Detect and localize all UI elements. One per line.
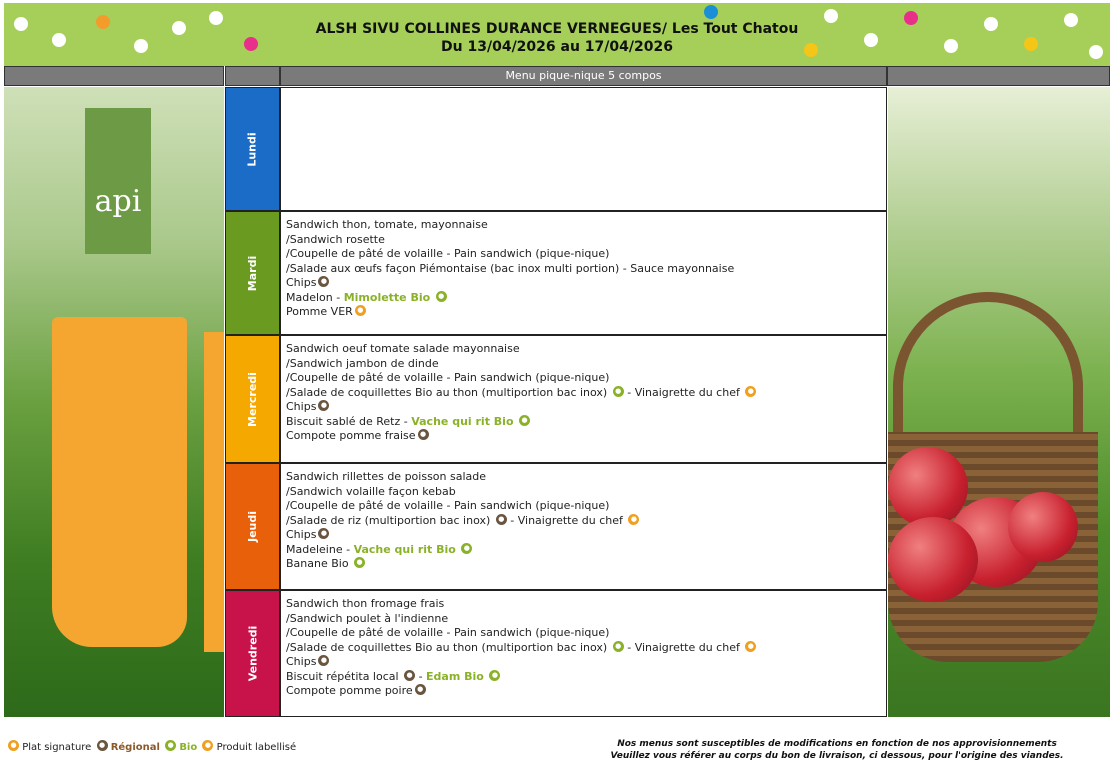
- day-name: Mercredi: [246, 371, 260, 427]
- signature-icon: ●: [628, 514, 639, 525]
- column-header-right: [887, 66, 1110, 86]
- legend-signature: Plat signature: [22, 742, 92, 753]
- bio-icon: ●: [613, 641, 624, 652]
- legend-regional: Régional: [110, 742, 160, 753]
- menu-line: [286, 276, 881, 291]
- dish-text: Compote pomme poire: [286, 684, 413, 697]
- day-name: Mardi: [245, 255, 259, 291]
- menu-cell-mardi: [280, 211, 887, 335]
- menu-line: [286, 641, 881, 656]
- apple-basket-photo: [888, 87, 1110, 717]
- menu-line: [286, 528, 881, 543]
- menu-line: Sandwich rillettes de poisson salade: [286, 470, 487, 483]
- menu-cell-vendredi: [280, 590, 887, 717]
- menu-line: [286, 291, 881, 306]
- menu-line: /Salade aux œufs façon Piémontaise (bac inox multi portion) - Sauce mayonnaise: [286, 261, 735, 275]
- signature-icon: ●: [745, 641, 756, 652]
- label-icon: ●: [202, 740, 213, 751]
- dish-text: Chips: [286, 276, 317, 289]
- note-line: Veuillez vous référer au corps du bon de livraison, ci dessous, pour l'origine des viandes.: [610, 751, 1064, 761]
- bio-dish: Edam Bio: [426, 669, 484, 683]
- regional-icon: ●: [496, 514, 507, 525]
- boot-shape: [204, 332, 224, 652]
- menu-line: [286, 684, 881, 699]
- dish-text: Pomme VER: [286, 305, 353, 318]
- regional-icon: ●: [415, 684, 426, 695]
- menu-line: /Coupelle de pâté de volaille - Pain sandwich (pique-nique): [286, 371, 610, 384]
- page-title: [4, 20, 1110, 56]
- menu-line: [286, 670, 881, 685]
- dish-text: - Vinaigrette du chef: [506, 513, 623, 527]
- date-range: Du 13/04/2026 au 17/04/2026: [441, 39, 673, 55]
- apple-shape: [888, 517, 978, 602]
- menu-line: [286, 386, 881, 401]
- bio-dish: Vache qui rit Bio: [353, 542, 456, 556]
- day-label-jeudi: [225, 463, 280, 590]
- legend: [6, 740, 296, 753]
- day-label-mardi: [225, 211, 280, 335]
- bio-icon: ●: [461, 543, 472, 554]
- menu-line: /Sandwich volaille façon kebab: [286, 484, 456, 498]
- signature-icon: ●: [8, 740, 19, 751]
- regional-icon: ●: [318, 528, 329, 539]
- dish-text: Chips: [286, 400, 317, 413]
- menu-line: [286, 305, 881, 320]
- boot-shape: [52, 317, 187, 647]
- bio-dish: Mimolette Bio: [343, 290, 431, 304]
- dish-text: Chips: [286, 655, 317, 668]
- label-icon: ●: [355, 305, 366, 316]
- dish-text: Madeleine -: [286, 542, 354, 556]
- menu-line: Sandwich thon fromage frais: [286, 597, 445, 610]
- dish-text: Chips: [286, 528, 317, 541]
- menu-line: [286, 429, 881, 444]
- menu-cell-lundi: [280, 87, 887, 211]
- bio-dish: Vache qui rit Bio: [411, 414, 514, 428]
- bio-icon: ●: [354, 557, 365, 568]
- menu-line: /Sandwich rosette: [286, 232, 385, 246]
- menu-line: [286, 655, 881, 670]
- column-header-menu: Menu pique-nique 5 compos: [280, 66, 887, 86]
- apple-shape: [1008, 492, 1078, 562]
- menu-line: [286, 514, 881, 529]
- menu-line: /Coupelle de pâté de volaille - Pain sandwich (pique-nique): [286, 626, 610, 639]
- menu-line: /Coupelle de pâté de volaille - Pain sandwich (pique-nique): [286, 499, 610, 512]
- disclaimer-note: [560, 738, 1114, 762]
- legend-label: Produit labellisé: [216, 742, 297, 753]
- menu-line: [286, 543, 881, 558]
- decor-dot: [704, 5, 718, 19]
- dish-text: -: [415, 669, 427, 683]
- dish-text: /Salade de coquillettes Bio au thon (multiportion bac inox): [286, 640, 608, 654]
- dish-text: Compote pomme fraise: [286, 429, 416, 442]
- dish-text: Madelon -: [286, 290, 344, 304]
- header-banner: [4, 3, 1110, 66]
- legend-bio: Bio: [179, 742, 198, 753]
- bio-icon: ●: [165, 740, 176, 751]
- boots-photo: [4, 87, 224, 717]
- menu-cell-jeudi: [280, 463, 887, 590]
- menu-line: [286, 415, 881, 430]
- dish-text: /Salade de coquillettes Bio au thon (multiportion bac inox): [286, 385, 608, 399]
- regional-icon: ●: [97, 740, 108, 751]
- signature-icon: ●: [745, 386, 756, 397]
- menu-line: /Coupelle de pâté de volaille - Pain sandwich (pique-nique): [286, 247, 610, 260]
- regional-icon: ●: [318, 655, 329, 666]
- regional-icon: ●: [418, 429, 429, 440]
- bio-icon: ●: [613, 386, 624, 397]
- logo-text: api: [94, 184, 142, 219]
- dish-text: Biscuit sablé de Retz -: [286, 414, 412, 428]
- regional-icon: ●: [318, 276, 329, 287]
- day-label-mercredi: [225, 335, 280, 463]
- dish-text: /Salade de riz (multiportion bac inox): [286, 513, 491, 527]
- day-label-lundi: [225, 87, 280, 211]
- menu-line: [286, 557, 881, 572]
- day-label-vendredi: [225, 590, 280, 717]
- menu-line: /Sandwich jambon de dinde: [286, 356, 439, 370]
- api-logo: [85, 108, 151, 254]
- bio-icon: ●: [436, 291, 447, 302]
- day-name: Vendredi: [246, 625, 260, 682]
- menu-line: Sandwich oeuf tomate salade mayonnaise: [286, 342, 520, 355]
- bio-icon: ●: [489, 670, 500, 681]
- menu-line: Sandwich thon, tomate, mayonnaise: [286, 218, 488, 231]
- column-header-day: [225, 66, 280, 86]
- regional-icon: ●: [404, 670, 415, 681]
- dish-text: - Vinaigrette du chef: [623, 640, 740, 654]
- dish-text: Banane Bio: [286, 557, 349, 570]
- regional-icon: ●: [318, 400, 329, 411]
- column-header-left: [4, 66, 224, 86]
- menu-line: [286, 400, 881, 415]
- bio-icon: ●: [519, 415, 530, 426]
- menu-line: /Sandwich poulet à l'indienne: [286, 611, 449, 625]
- note-line: Nos menus sont susceptibles de modifications en fonction de nos approvisionnements: [617, 739, 1057, 749]
- title-line: ALSH SIVU COLLINES DURANCE VERNEGUES/ Les Tout Chatou: [315, 21, 799, 37]
- day-name: Lundi: [245, 131, 259, 167]
- dish-text: Biscuit répétita local: [286, 669, 399, 683]
- dish-text: - Vinaigrette du chef: [623, 385, 740, 399]
- menu-cell-mercredi: [280, 335, 887, 463]
- day-name: Jeudi: [246, 510, 259, 543]
